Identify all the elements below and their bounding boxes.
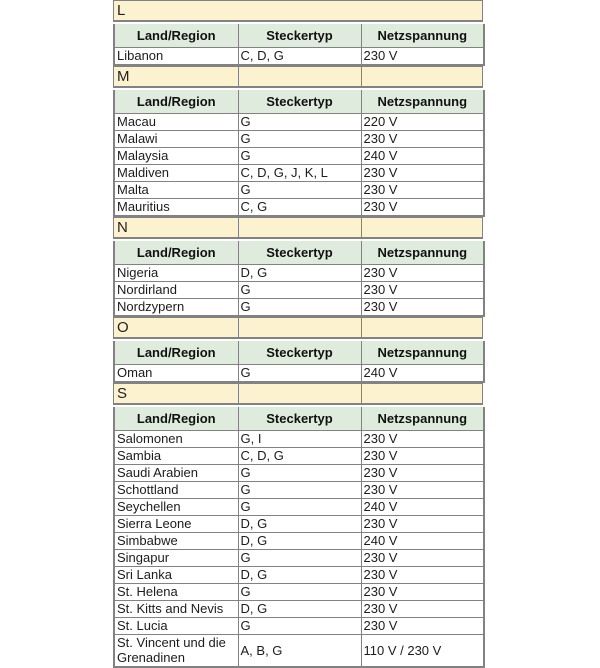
cell-voltage: 230 V: [361, 199, 484, 217]
cell-voltage: 230 V: [361, 182, 484, 199]
cell-voltage: 230 V: [361, 516, 484, 533]
cell-plug-type: C, G: [238, 199, 361, 217]
section-body: [114, 114, 484, 217]
cell-plug-type: C, D, G: [238, 48, 361, 66]
section-bar-spacer: [361, 218, 482, 237]
section-bar-spacer: [238, 218, 361, 237]
cell-voltage: 230 V: [361, 282, 484, 299]
section-letter-bar: [113, 0, 483, 22]
section-bar-spacer: [361, 384, 482, 403]
cell-plug-type: G: [238, 299, 361, 317]
cell-country: Malawi: [114, 131, 238, 148]
cell-country: Nordirland: [114, 282, 238, 299]
cell-country: Maldiven: [114, 165, 238, 182]
section-letter-bar: [113, 66, 483, 88]
column-header-netzspannung: Netzspannung: [361, 241, 484, 265]
column-header-land-region: Land/Region: [114, 341, 238, 365]
column-header-steckertyp: Steckertyp: [238, 241, 361, 265]
cell-country: Schottland: [114, 482, 238, 499]
cell-country: St. Kitts and Nevis: [114, 601, 238, 618]
header-row: [114, 24, 484, 48]
section-letter-bar: [113, 383, 483, 405]
section-body: [114, 48, 484, 66]
header-row: [114, 407, 484, 431]
table-row: [114, 516, 484, 533]
column-header-steckertyp: Steckertyp: [238, 341, 361, 365]
table-row: [114, 618, 484, 635]
column-header-land-region: Land/Region: [114, 407, 238, 431]
cell-voltage: 220 V: [361, 114, 484, 131]
table-row: [114, 567, 484, 584]
table-row: [114, 299, 484, 317]
cell-plug-type: D, G: [238, 533, 361, 550]
section-table: [113, 341, 485, 383]
cell-voltage: 240 V: [361, 148, 484, 165]
table-row: [114, 131, 484, 148]
cell-voltage: 240 V: [361, 533, 484, 550]
cell-plug-type: G: [238, 618, 361, 635]
cell-plug-type: G: [238, 182, 361, 199]
section-body: [114, 365, 484, 383]
cell-country: Sri Lanka: [114, 567, 238, 584]
cell-country: Mauritius: [114, 199, 238, 217]
section-letter-bar: [113, 317, 483, 339]
table-row: [114, 431, 484, 448]
cell-plug-type: D, G: [238, 265, 361, 282]
cell-voltage: 230 V: [361, 48, 484, 66]
column-header-steckertyp: Steckertyp: [238, 407, 361, 431]
section-body: [114, 265, 484, 317]
header-row: [114, 241, 484, 265]
cell-country: Malta: [114, 182, 238, 199]
cell-voltage: 230 V: [361, 618, 484, 635]
table-row: [114, 465, 484, 482]
cell-country: Macau: [114, 114, 238, 131]
cell-plug-type: G: [238, 550, 361, 567]
cell-plug-type: D, G: [238, 567, 361, 584]
cell-voltage: 230 V: [361, 601, 484, 618]
cell-voltage: 230 V: [361, 465, 484, 482]
section-letter: M: [117, 68, 130, 85]
cell-plug-type: G: [238, 282, 361, 299]
cell-country: Nigeria: [114, 265, 238, 282]
cell-country: Simbabwe: [114, 533, 238, 550]
column-header-land-region: Land/Region: [114, 24, 238, 48]
section-table: [113, 241, 485, 317]
table-row: [114, 550, 484, 567]
cell-plug-type: G: [238, 584, 361, 601]
cell-voltage: 230 V: [361, 131, 484, 148]
section-body: [114, 431, 484, 668]
section-table: [113, 24, 485, 66]
cell-voltage: 230 V: [361, 448, 484, 465]
cell-voltage: 230 V: [361, 482, 484, 499]
section-table: [113, 407, 485, 668]
section-bar-spacer: [238, 67, 361, 86]
cell-plug-type: G: [238, 148, 361, 165]
cell-country: Libanon: [114, 48, 238, 66]
header-row: [114, 341, 484, 365]
column-header-netzspannung: Netzspannung: [361, 90, 484, 114]
column-header-land-region: Land/Region: [114, 241, 238, 265]
column-header-netzspannung: Netzspannung: [361, 341, 484, 365]
table-row: [114, 148, 484, 165]
cell-plug-type: G: [238, 499, 361, 516]
section-letter: N: [117, 219, 128, 236]
column-header-steckertyp: Steckertyp: [238, 24, 361, 48]
section-letter: L: [117, 2, 126, 19]
table-row: [114, 482, 484, 499]
column-header-steckertyp: Steckertyp: [238, 90, 361, 114]
cell-plug-type: G: [238, 465, 361, 482]
cell-plug-type: D, G: [238, 601, 361, 618]
cell-country: Saudi Arabien: [114, 465, 238, 482]
table-row: [114, 635, 484, 668]
table-row: [114, 199, 484, 217]
cell-plug-type: G: [238, 131, 361, 148]
header-row: [114, 90, 484, 114]
cell-voltage: 230 V: [361, 165, 484, 182]
section-letter-bar: [113, 217, 483, 239]
section-bar-spacer: [361, 1, 482, 20]
cell-plug-type: G: [238, 114, 361, 131]
table-row: [114, 265, 484, 282]
table-row: [114, 114, 484, 131]
cell-country: Nordzypern: [114, 299, 238, 317]
cell-voltage: 230 V: [361, 299, 484, 317]
section-letter: S: [117, 385, 128, 402]
table-row: [114, 601, 484, 618]
column-header-land-region: Land/Region: [114, 90, 238, 114]
cell-voltage: 240 V: [361, 499, 484, 516]
cell-country: Salomonen: [114, 431, 238, 448]
section-bar-spacer: [361, 67, 482, 86]
cell-plug-type: A, B, G: [238, 635, 361, 668]
table-row: [114, 499, 484, 516]
cell-voltage: 230 V: [361, 584, 484, 601]
cell-voltage: 230 V: [361, 265, 484, 282]
cell-country: St. Vincent und die Grenadinen: [114, 635, 238, 668]
cell-country: Oman: [114, 365, 238, 383]
table-row: [114, 182, 484, 199]
cell-plug-type: G: [238, 365, 361, 383]
cell-voltage: 230 V: [361, 431, 484, 448]
cell-country: St. Helena: [114, 584, 238, 601]
cell-plug-type: G, I: [238, 431, 361, 448]
table-row: [114, 365, 484, 383]
cell-plug-type: D, G: [238, 516, 361, 533]
cell-country: Sambia: [114, 448, 238, 465]
table-row: [114, 165, 484, 182]
section-bar-spacer: [361, 318, 482, 337]
cell-plug-type: C, D, G: [238, 448, 361, 465]
table-row: [114, 533, 484, 550]
table-row: [114, 48, 484, 66]
cell-voltage: 240 V: [361, 365, 484, 383]
cell-plug-type: C, D, G, J, K, L: [238, 165, 361, 182]
cell-voltage: 110 V / 230 V: [361, 635, 484, 668]
cell-plug-type: G: [238, 482, 361, 499]
cell-country: St. Lucia: [114, 618, 238, 635]
section-letter: O: [117, 319, 129, 336]
cell-country: Seychellen: [114, 499, 238, 516]
table-row: [114, 584, 484, 601]
section-bar-spacer: [238, 318, 361, 337]
cell-voltage: 230 V: [361, 550, 484, 567]
table-row: [114, 282, 484, 299]
section-bar-spacer: [238, 1, 361, 20]
cell-country: Malaysia: [114, 148, 238, 165]
column-header-netzspannung: Netzspannung: [361, 24, 484, 48]
cell-voltage: 230 V: [361, 567, 484, 584]
table-row: [114, 448, 484, 465]
country-plug-voltage-table: [113, 0, 483, 668]
cell-country: Sierra Leone: [114, 516, 238, 533]
cell-country: Singapur: [114, 550, 238, 567]
section-bar-spacer: [238, 384, 361, 403]
column-header-netzspannung: Netzspannung: [361, 407, 484, 431]
section-table: [113, 90, 485, 217]
